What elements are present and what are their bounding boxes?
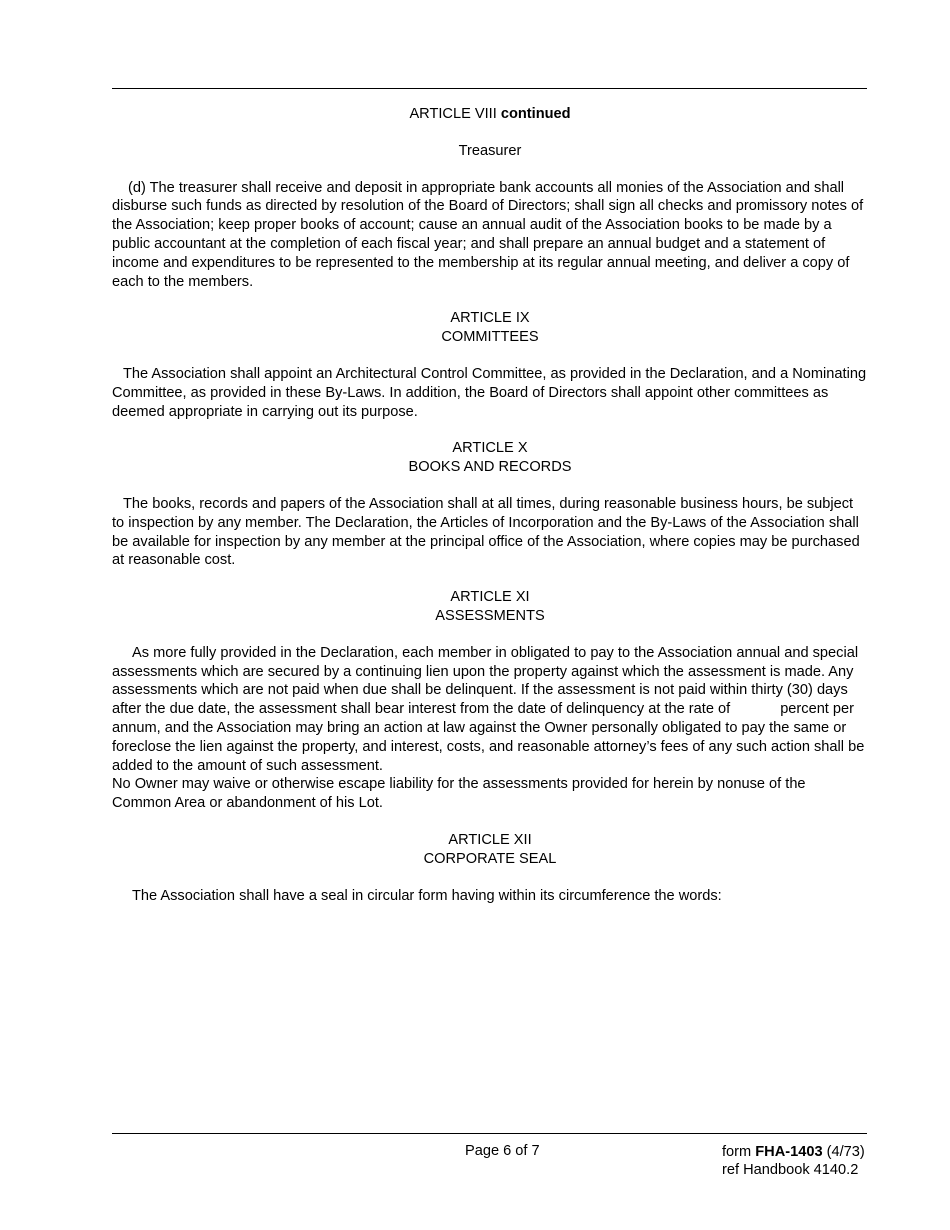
document-body xyxy=(112,105,868,905)
article-8-continued: continued xyxy=(500,106,571,122)
form-id-line xyxy=(722,1143,865,1161)
article-11-paragraph-2: No Owner may waive or otherwise escape liability for the assessments provided for herein by nonuse of the Common Area or abandonment of his Lot. xyxy=(112,776,806,812)
article-10-title: ARTICLE X xyxy=(452,440,528,457)
article-12-title: ARTICLE XII xyxy=(448,831,532,848)
form-reference xyxy=(722,1143,865,1179)
article-11-paragraph-1 xyxy=(112,644,868,776)
bottom-rule xyxy=(112,1133,867,1134)
article-8-paragraph: (d) The treasurer shall receive and deposit in appropriate bank accounts all monies of the Association and shall disburse such funds as directed by resolution of the Board of Directors; shall sign all checks and promissory notes of the Association; keep proper books of account; cause an annual audit of the Association books to be made by a public accountant at the completion of each fiscal year; and shall prepare an annual budget and a statement of income and expenditures to be represented to the membership at its regular annual meeting, and deliver a copy of each to the members. xyxy=(112,179,864,290)
article-11-paragraph-1-part-b: percent per annum, and the Association may bring an action at law against the Owner personally obligated to pay the same or foreclose the lien against the property, and interest, costs, and reasonable attorney’s fees of any such action shall be added to the amount of such assessment. xyxy=(112,701,865,774)
article-11-paragraph-1-part-a: As more fully provided in the Declaration, each member in obligated to pay to the Association annual and special assessments which are secured by a continuing lien upon the property against which the assessment is made. Any assessments which are not paid when due shall be delinquent. If the assessment is not paid within thirty (30) days after the due date, the assessment shall bear interest from the date of delinquency at the rate of xyxy=(112,644,859,718)
form-prefix: form xyxy=(722,1144,752,1160)
form-id: FHA-1403 xyxy=(755,1144,823,1160)
article-12-paragraph: The Association shall have a seal in circular form having within its circumference the words: xyxy=(132,887,722,904)
article-10-paragraph: The books, records and papers of the Association shall at all times, during reasonable business hours, be subject to inspection by any member. The Declaration, the Articles of Incorporation and the By-Laws of the Association shall be available for inspection by any member at the principal office of the Association, where copies may be purchased at reasonable cost. xyxy=(112,495,860,569)
article-8-subtitle: Treasurer xyxy=(458,142,522,159)
article-8-title: ARTICLE VIII xyxy=(409,106,497,122)
article-8-heading xyxy=(112,105,868,124)
page-number: Page 6 of 7 xyxy=(465,1143,540,1159)
article-9-paragraph: The Association shall appoint an Architectural Control Committee, as provided in the Declaration, and a Nominating Committee, as provided in these By-Laws. In addition, the Board of Directors shall appoint other committees as deemed appropriate in carrying out its purpose. xyxy=(112,365,867,420)
top-rule xyxy=(112,88,867,89)
article-9-title: ARTICLE IX xyxy=(450,310,530,327)
article-11-subtitle: ASSESSMENTS xyxy=(435,607,545,624)
handbook-reference: ref Handbook 4140.2 xyxy=(722,1162,859,1178)
article-11-title: ARTICLE XI xyxy=(450,589,530,606)
article-12-subtitle: CORPORATE SEAL xyxy=(423,850,557,867)
form-date: (4/73) xyxy=(826,1144,865,1160)
article-9-subtitle: COMMITTEES xyxy=(441,329,539,346)
article-10-subtitle: BOOKS AND RECORDS xyxy=(408,459,572,476)
